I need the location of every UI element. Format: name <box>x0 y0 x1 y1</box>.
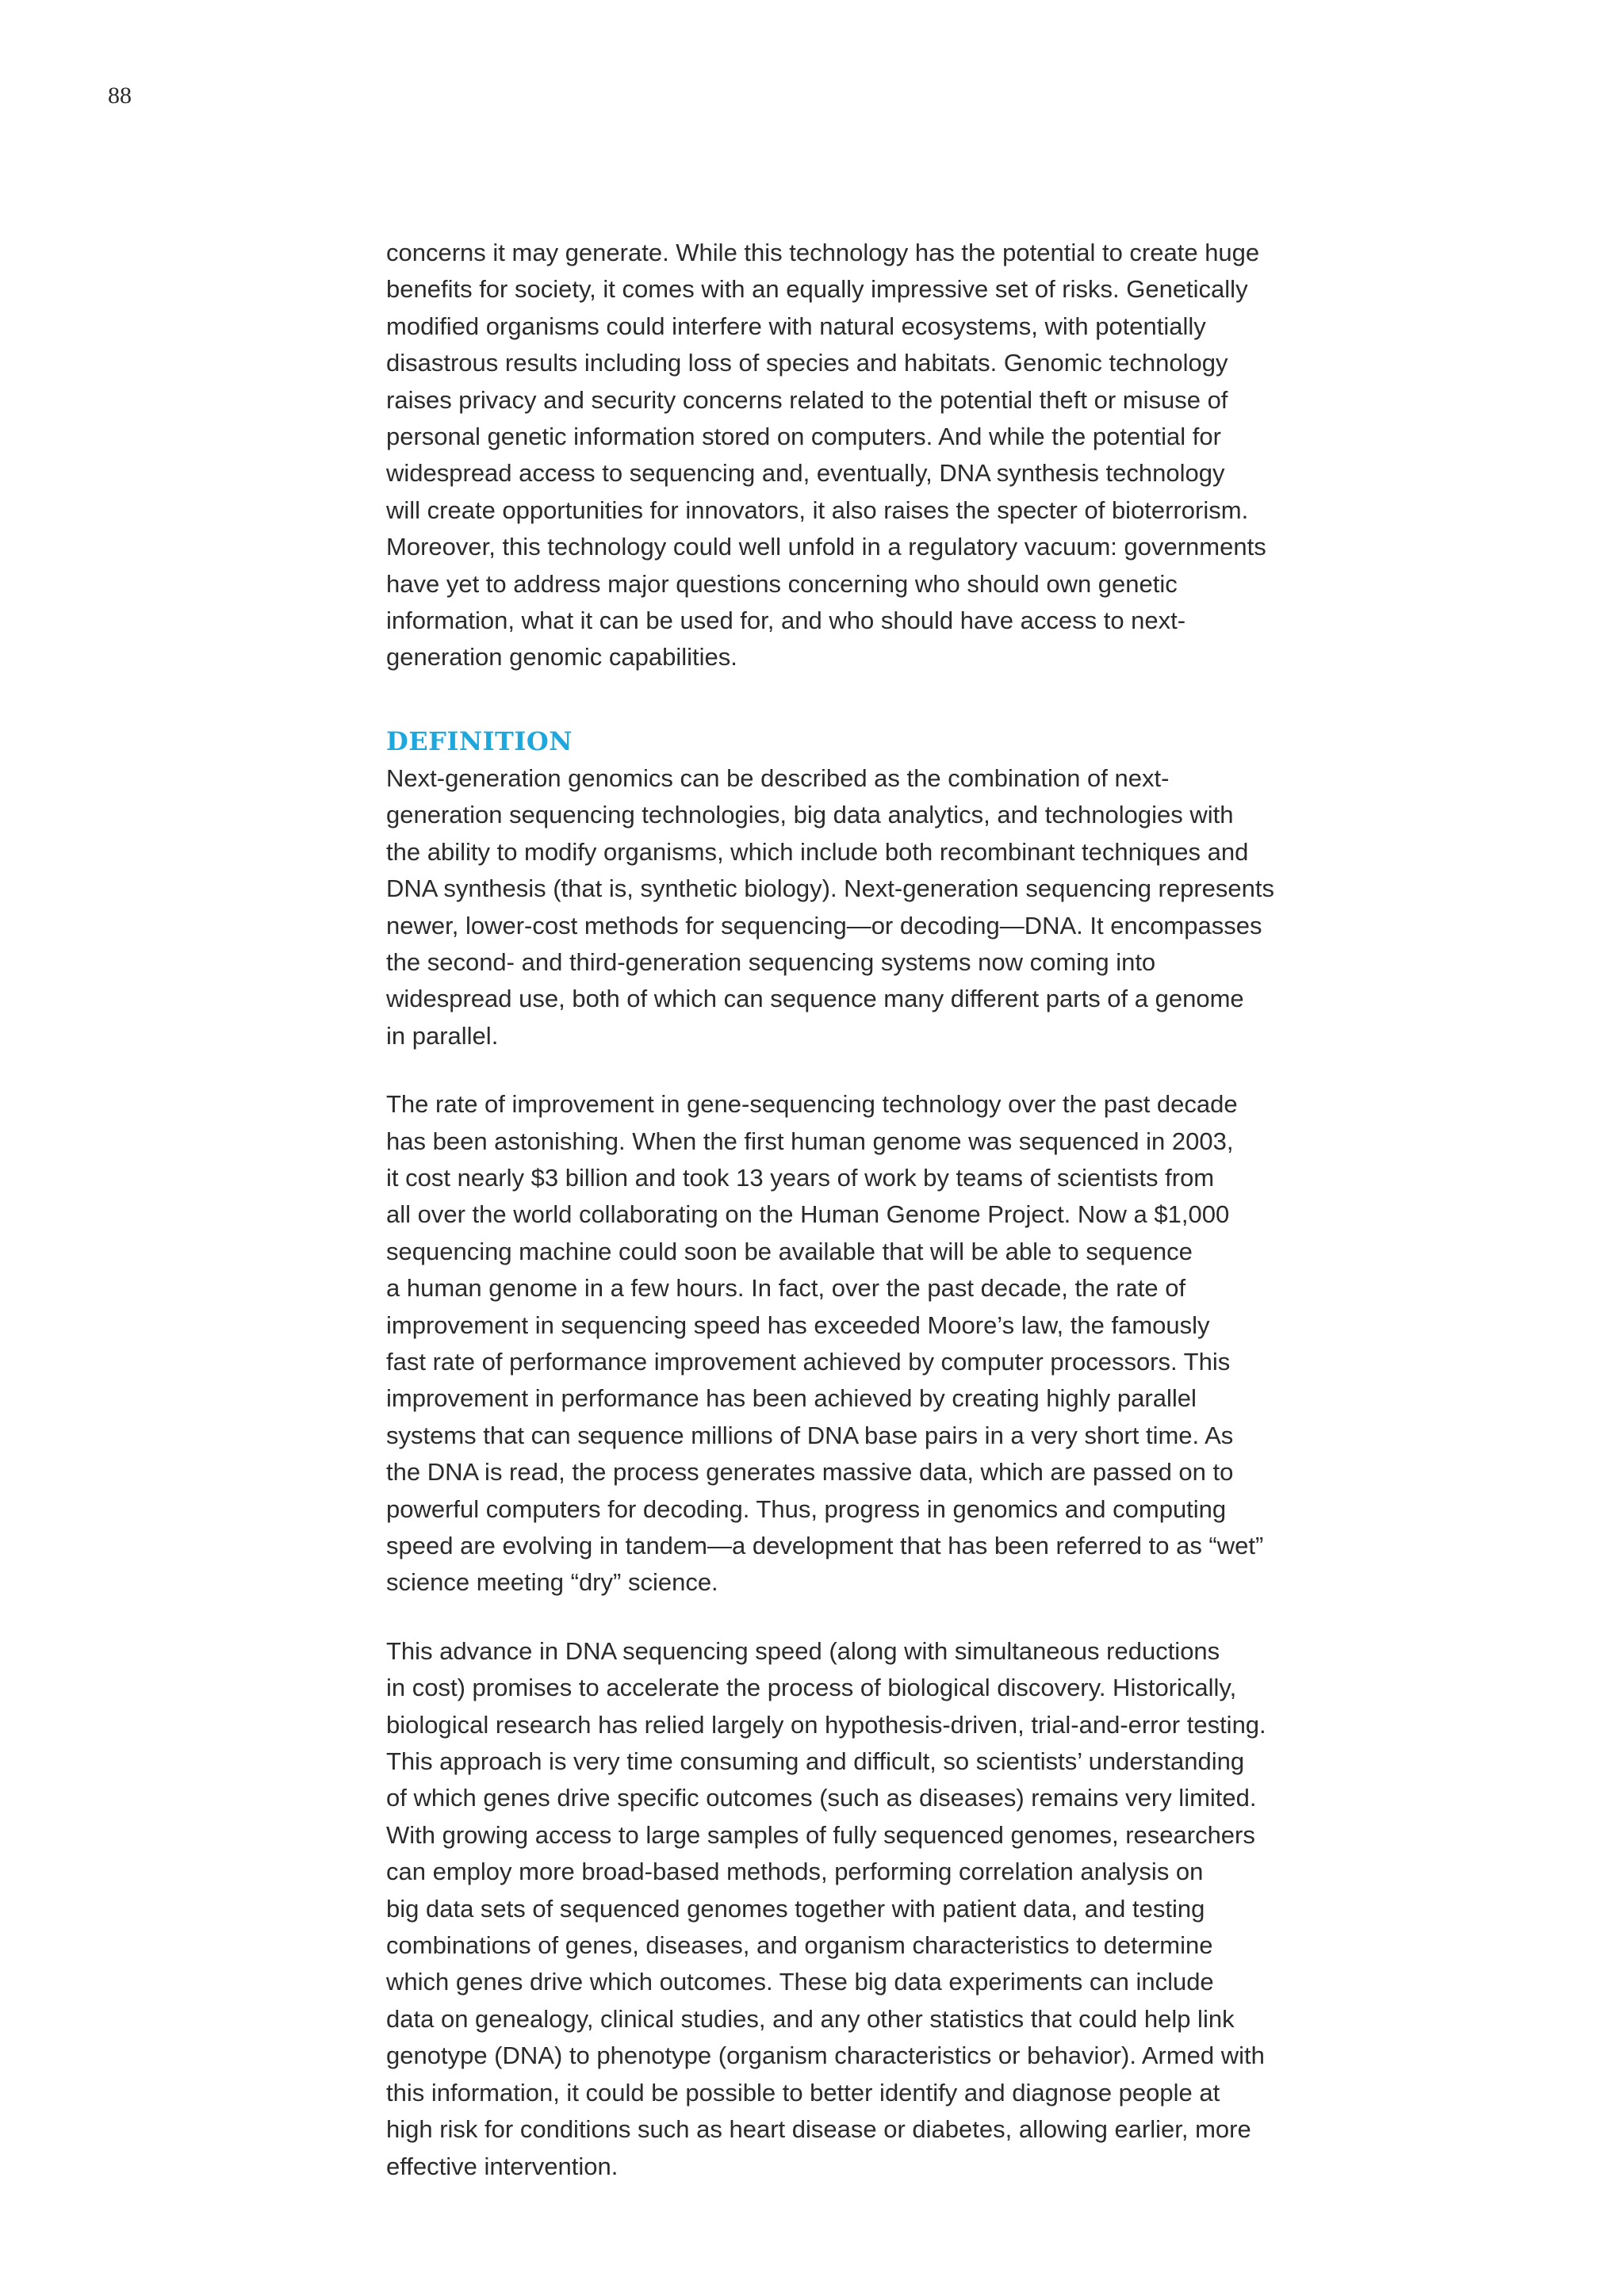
text-line: fast rate of performance improvement achieved by computer processors. This <box>386 1347 1231 1376</box>
text-line: widespread use, both of which can sequence many different parts of a genome <box>386 985 1244 1013</box>
text-line: all over the world collaborating on the Human Genome Project. Now a $1,000 <box>386 1200 1230 1229</box>
text-line: generation sequencing technologies, big data analytics, and technologies with <box>386 801 1234 829</box>
text-column <box>386 235 1363 2185</box>
text-line: personal genetic information stored on computers. And while the potential for <box>386 423 1221 451</box>
section-heading-definition: DEFINITION <box>386 725 573 756</box>
text-line: powerful computers for decoding. Thus, progress in genomics and computing <box>386 1494 1227 1523</box>
advance-paragraph <box>386 1633 1363 2185</box>
text-line: will create opportunities for innovators, it also raises the specter of bioterrorism. <box>386 496 1249 524</box>
text-line: can employ more broad-based methods, performing correlation analysis on <box>386 1858 1204 1886</box>
text-line: speed are evolving in tandem—a development that has been referred to as “wet” <box>386 1532 1264 1559</box>
text-line: have yet to address major questions concerning who should own genetic <box>386 569 1178 598</box>
text-line: big data sets of sequenced genomes together with patient data, and testing <box>386 1894 1205 1923</box>
text-line: DNA synthesis (that is, synthetic biology). Next-generation sequencing represents <box>386 874 1275 903</box>
text-line: widespread access to sequencing and, eventually, DNA synthesis technology <box>386 459 1225 488</box>
text-line: sequencing machine could soon be available that will be able to sequence <box>386 1237 1193 1265</box>
text-line: newer, lower-cost methods for sequencing—or decoding—DNA. It encompasses <box>386 911 1262 939</box>
text-line: in cost) promises to accelerate the process of biological discovery. Historically, <box>386 1674 1237 1702</box>
text-line: modified organisms could interfere with natural ecosystems, with potentially <box>386 312 1206 340</box>
text-line: which genes drive which outcomes. These big data experiments can include <box>386 1968 1214 1996</box>
text-line: biological research has relied largely on hypothesis-driven, trial-and-error testing. <box>386 1710 1266 1739</box>
text-line: effective intervention. <box>386 2152 619 2180</box>
intro-paragraph <box>386 235 1363 676</box>
text-line: of which genes drive specific outcomes (such as diseases) remains very limited. <box>386 1784 1257 1812</box>
text-line: this information, it could be possible to better identify and diagnose people at <box>386 2078 1220 2107</box>
text-line: improvement in performance has been achieved by creating highly parallel <box>386 1384 1197 1413</box>
text-line: high risk for conditions such as heart disease or diabetes, allowing earlier, more <box>386 2115 1251 2144</box>
text-line: information, what it can be used for, and who should have access to next- <box>386 607 1186 635</box>
text-line: data on genealogy, clinical studies, and any other statistics that could help link <box>386 2004 1235 2033</box>
text-line: in parallel. <box>386 1021 499 1050</box>
text-line: generation genomic capabilities. <box>386 643 737 672</box>
text-line: disastrous results including loss of species and habitats. Genomic technology <box>386 349 1228 377</box>
text-line: improvement in sequencing speed has exceeded Moore’s law, the famously <box>386 1311 1210 1339</box>
text-line: With growing access to large samples of fully sequenced genomes, researchers <box>386 1820 1255 1849</box>
text-line: systems that can sequence millions of DNA base pairs in a very short time. As <box>386 1421 1234 1449</box>
text-line: benefits for society, it comes with an equally impressive set of risks. Genetically <box>386 275 1248 304</box>
text-line: This approach is very time consuming and difficult, so scientists’ understanding <box>386 1747 1245 1776</box>
text-line: it cost nearly $3 billion and took 13 years of work by teams of scientists from <box>386 1163 1215 1192</box>
text-line: Next-generation genomics can be described as the combination of next- <box>386 763 1170 792</box>
text-line: science meeting “dry” science. <box>386 1568 718 1597</box>
text-line: raises privacy and security concerns related to the potential theft or misuse of <box>386 385 1228 414</box>
page-number: 88 <box>108 82 132 109</box>
improvement-paragraph <box>386 1086 1363 1601</box>
text-line: genotype (DNA) to phenotype (organism characteristics or behavior). Armed with <box>386 2042 1265 2070</box>
text-line: combinations of genes, diseases, and organism characteristics to determine <box>386 1931 1213 1960</box>
definition-paragraph <box>386 760 1363 1054</box>
text-line: The rate of improvement in gene-sequencing technology over the past decade <box>386 1090 1238 1119</box>
text-line: the ability to modify organisms, which include both recombinant techniques and <box>386 837 1249 866</box>
text-line: concerns it may generate. While this technology has the potential to create huge <box>386 239 1260 266</box>
text-line: a human genome in a few hours. In fact, over the past decade, the rate of <box>386 1274 1186 1303</box>
text-line: the DNA is read, the process generates massive data, which are passed on to <box>386 1458 1234 1487</box>
text-line: Moreover, this technology could well unfold in a regulatory vacuum: governments <box>386 533 1266 561</box>
text-line: has been astonishing. When the first human genome was sequenced in 2003, <box>386 1127 1234 1155</box>
text-line: the second- and third-generation sequencing systems now coming into <box>386 947 1156 976</box>
text-line: This advance in DNA sequencing speed (along with simultaneous reductions <box>386 1636 1220 1665</box>
